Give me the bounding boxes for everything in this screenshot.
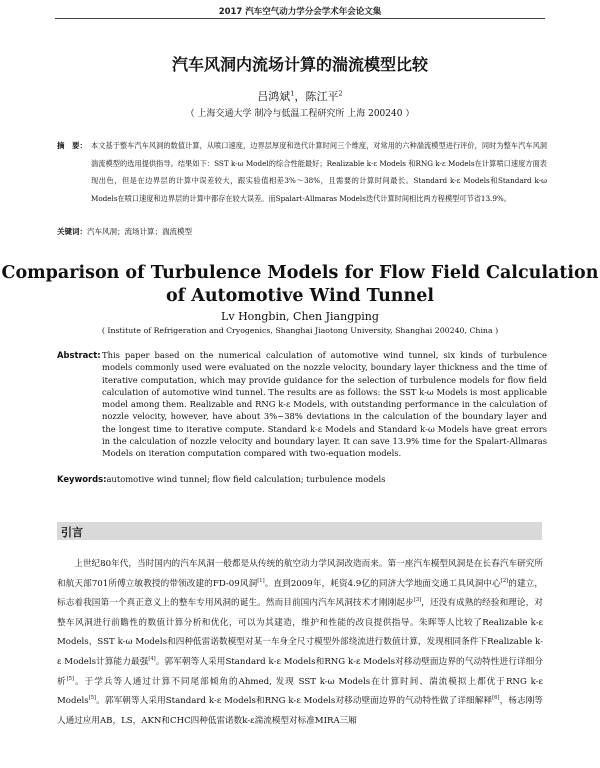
chinese-keywords-label: 关键词： <box>57 227 87 236</box>
english-authors: Lv Hongbin, Chen Jiangping <box>221 310 379 323</box>
intro-text: 的建立，标志着我国第一个真正意义上的整车专用风洞的诞生。然而目前国内汽车风洞技术才刚刚起步 <box>57 578 543 609</box>
english-title <box>0 262 600 308</box>
intro-text: ，杨志刚等人通过应用AB，LS，AKN和CHC四种低雷诺数k-ε湍流模型对标准MIRA三厢 <box>57 696 543 726</box>
author-1-sup: 1 <box>290 89 295 98</box>
chinese-abstract-text: 本文基于整车汽车风洞的数值计算，从喷口速度，边界层厚度和迭代计算时间三个维度，对常用的六种湍流模型进行评价，同时为整车汽车风洞湍流模型的选用提供指导。结果如下：SST k-ω Model的综合性能最好；Realizable k-ε Models 和RNG k-ε Models在计算喷口速度方面表现出色，但是在边界层的计算中误差较大，跟实验值相差3%～38%，且需要的计算时间最长。Standard k-ε Models和Standard k-ω Models在喷口速度和边界层的计算中都存在较大误差。而Spalart-Allmaras Models迭代计算时间相比两方程模型可节省13.9%。 <box>91 141 547 203</box>
english-keywords-label: Keywords: <box>57 474 107 484</box>
intro-text: 。郭军朝等人采用Standard k-ε Models和RNG k-ε Models对移动壁面边界的气动特性做了详细解释 <box>96 696 493 707</box>
author-2: 陈江平 <box>305 90 339 103</box>
citation: [1] <box>257 577 265 584</box>
english-keywords <box>57 474 547 484</box>
chinese-affiliation: （ 上海交通大学 制冷与低温工程研究所 上海 200240 ） <box>185 109 415 119</box>
intro-text: 。郭军朝等人采用Standard k-ε Models和RNG k-ε Models对移动壁面边界的气动特性进行详细分析 <box>57 656 544 687</box>
chinese-title: 汽车风洞内流场计算的湍流模型比较 <box>171 55 428 74</box>
author-1: 吕鸿斌 <box>257 90 291 103</box>
section-heading: 引言 <box>61 526 83 539</box>
english-keywords-text: automotive wind tunnel; flow field calculation; turbulence models <box>106 474 386 484</box>
author-2-sup: 2 <box>338 89 343 98</box>
introduction-body <box>57 555 543 731</box>
intro-text: 上世纪80年代，当时国内的汽车风洞一般都是从传统的航空动力学风洞改造而来。第一座汽车模型风洞是在长春汽车研究所和航天部701所傅立敏教授的带领改建的FD-09风洞 <box>57 559 543 589</box>
chinese-keywords-text: 汽车风洞；流场计算；湍流模型 <box>87 227 192 236</box>
introduction-paragraph <box>57 555 543 731</box>
english-title-line-2: of Automotive Wind Tunnel <box>165 286 435 306</box>
intro-text: 。直到2009年，耗资4.9亿的同济大学地面交通工具风洞中心 <box>264 578 501 589</box>
chinese-keywords <box>57 226 547 237</box>
english-title-line-1: Comparison of Turbulence Models for Flow Field Calculation <box>1 263 599 283</box>
citation: [6] <box>492 695 500 702</box>
chinese-abstract <box>57 137 547 207</box>
english-abstract <box>57 349 547 460</box>
citation: [4] <box>148 656 156 663</box>
english-abstract-label: Abstract: <box>57 350 101 360</box>
chinese-abstract-label: 摘 要： <box>57 141 87 150</box>
english-affiliation: ( Institute of Refrigeration and Cryogenics, Shanghai Jiaotong University, Shanghai 200240, China ) <box>101 326 499 335</box>
running-header: 2017 汽车空气动力学分会学术年会论文集 <box>218 7 382 17</box>
section-heading-bar <box>57 522 542 540</box>
citation: [5] <box>66 675 74 682</box>
header-divider <box>55 18 545 19</box>
english-abstract-text: This paper based on the numerical calculation of automotive wind tunnel, six kinds of turbulence models commonly used were evaluated on the nozzle velocity, boundary layer thickness and the time of iterative computation, which may provide guidance for the selection of turbulence models for flow field calculation of automotive wind tunnel. The results are as follows: the SST k-ω Models is most applicable model among them. Realizable and RNG k-ε Models, with outstanding performance in the calculation of nozzle velocity, however, have about 3%~38% deviations in the calculation of the boundary layer and the longest time to iterative compute. Standard k-ε Models and Standard k-ω Models have great errors in the calculation of nozzle velocity and boundary layer. It can save 13.9% time for the Spalart-Allmaras Models on iteration computation compared with two-equation models. <box>102 350 547 459</box>
citation: [3] <box>413 597 422 604</box>
intro-text: ，还没有成熟的经验和理论，对整车风洞进行前瞻性的数值计算分析和优化，可以为其建造，维护和性能的改良提供指导。朱晖等人比较了Realizable k-ε Models，SST k-ω Models和四种低雷诺数模型对某一车身全尺寸模型外部绕流进行数值计算，发现相同条件下Realizable k-ε Models计算能力最强 <box>57 598 543 667</box>
author-separator: ， <box>294 90 306 103</box>
citation: [5] <box>88 695 97 702</box>
citation: [2] <box>500 577 509 584</box>
chinese-authors <box>0 88 600 104</box>
intro-text: 。于学兵等人通过计算不同尾部倾角的Ahmed, 发现 SST k-ω Models在计算时间、湍流模拟上都优于RNG k-ε Models <box>57 676 543 707</box>
